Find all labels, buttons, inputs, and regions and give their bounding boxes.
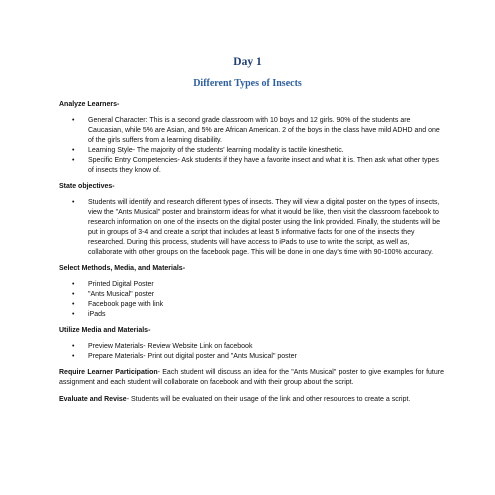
learner-participation-label: Require Learner Participation <box>59 369 158 376</box>
learner-participation-paragraph <box>59 368 444 388</box>
bullet-icon: • <box>72 301 75 308</box>
list-item <box>59 280 444 290</box>
evaluate-revise-paragraph <box>59 395 444 405</box>
list-item <box>59 310 444 320</box>
list-item-text: Specific Entry Competencies- Ask students if they have a favorite insect and what it is. Then ask what other types of insects they know of. <box>88 157 439 174</box>
list-item <box>59 290 444 300</box>
list-item <box>59 146 444 156</box>
section-heading-analyze-learners: Analyze Learners- <box>59 101 120 108</box>
bullet-icon: • <box>72 157 75 164</box>
methods-list <box>59 280 444 320</box>
evaluate-revise-text: - Students will be evaluated on their usage of the link and other resources to create a script. <box>126 396 411 403</box>
bullet-icon: • <box>72 199 75 206</box>
bullet-icon: • <box>72 281 75 288</box>
page-subtitle: Different Types of Insects <box>193 78 302 89</box>
section-heading-select-methods: Select Methods, Media, and Materials- <box>59 265 186 272</box>
list-item-text: Printed Digital Poster <box>88 281 154 288</box>
bullet-icon: • <box>72 147 75 154</box>
list-item-text: General Character: This is a second grade classroom with 10 boys and 12 girls. 90% of the students are Caucasian, while 5% are Asian, and 5% are African American. 2 of the boys in the class have mild ADHD and one of the girls suffers from a learning disability. <box>88 117 440 144</box>
list-item-text: "Ants Musical" poster <box>88 291 155 298</box>
bullet-icon: • <box>72 291 75 298</box>
section-heading-utilize-media: Utilize Media and Materials- <box>59 327 151 334</box>
utilize-list <box>59 342 444 362</box>
page-title: Day 1 <box>233 56 262 68</box>
bullet-icon: • <box>72 353 75 360</box>
list-item-text: Preview Materials- Review Website Link on facebook <box>88 343 253 350</box>
list-item-text: iPads <box>88 311 106 318</box>
section-heading-state-objectives: State objectives- <box>59 183 115 190</box>
list-item <box>59 352 444 362</box>
list-item <box>59 156 444 176</box>
list-item-text: Facebook page with link <box>88 301 164 308</box>
bullet-icon: • <box>72 311 75 318</box>
list-item-text: Prepare Materials- Print out digital poster and "Ants Musical" poster <box>88 353 297 360</box>
bullet-icon: • <box>72 117 75 124</box>
document-body <box>59 100 444 412</box>
list-item <box>59 342 444 352</box>
evaluate-revise-label: Evaluate and Revise <box>59 396 127 403</box>
list-item-text: Students will identify and research different types of insects. They will view a digital poster on the types of insects, view the "Ants Musical" poster and brainstorm ideas for what it would be like, then visit the classroom facebook to research information on one of the insects on the digital poster using the link provided. Finally, the students will be put in groups of 3-4 and create a script that includes at least 5 informative facts for one of the insects they researched. During this process, students will have access to iPads to use to write the script, as well as, collaborate with other groups on the facebook page. This will be done in one day's time with 90-100% accuracy. <box>88 199 441 256</box>
objectives-list <box>59 198 444 258</box>
list-item <box>59 300 444 310</box>
analyze-learners-list <box>59 116 444 176</box>
list-item <box>59 198 444 258</box>
list-item <box>59 116 444 146</box>
bullet-icon: • <box>72 343 75 350</box>
learner-participation-text: - Each student will discuss an idea for the "Ants Musical" poster to give examples for future assignment and each student will collaborate on facebook and with their group about the script. <box>59 369 444 386</box>
list-item-text: Learning Style- The majority of the students' learning modality is tactile kinesthetic. <box>88 147 344 154</box>
